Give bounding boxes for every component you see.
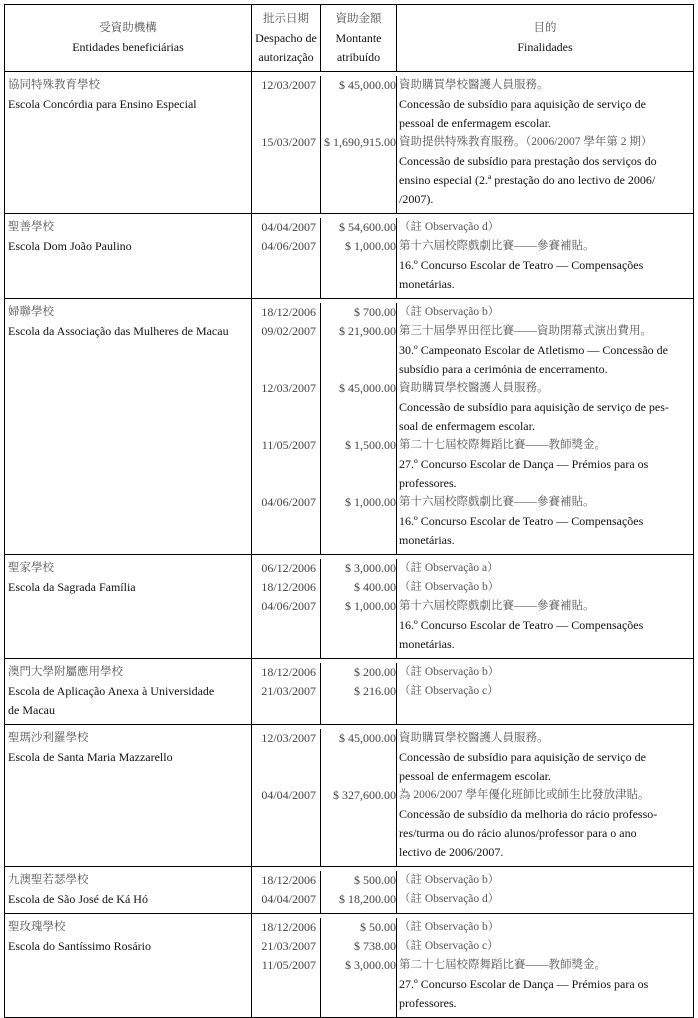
purpose-cell: [397, 890, 693, 909]
entity-cell: [5, 914, 252, 1017]
approval-date: 12/03/2007: [261, 78, 316, 92]
filler-cell: [397, 701, 693, 724]
amount-cell: [321, 918, 397, 937]
date-cell: [252, 76, 321, 133]
entity-cell: [5, 659, 252, 724]
header-entity-pt: Entidades beneficiárias: [72, 40, 184, 54]
purpose-line: lectivo de 2006/2007.: [399, 845, 504, 859]
purpose-cell: [397, 218, 693, 237]
amount: $ 1,000.00: [345, 495, 396, 509]
date-cell: [252, 597, 321, 654]
date-cell: [252, 729, 321, 786]
purpose-line: （註 Observação b）: [399, 666, 500, 678]
table-entry: [252, 555, 693, 578]
amount-cell: [321, 322, 397, 379]
amount: $ 45,000.00: [339, 381, 396, 395]
amount-cell: [321, 578, 397, 597]
amount-cell: [321, 956, 397, 1013]
amount: $ 1,690,915.00: [324, 135, 396, 149]
amount-cell: [321, 729, 397, 786]
purpose-cell: [397, 303, 693, 322]
purpose-cell: [397, 436, 693, 493]
filler-cell: [397, 294, 693, 298]
amount-cell: [321, 682, 397, 701]
header-date: [252, 5, 321, 71]
purpose-line: professores.: [399, 996, 457, 1010]
header-amount: [321, 5, 397, 71]
header-purpose-zh: 目的: [533, 22, 557, 34]
filler: [252, 1013, 693, 1017]
table-entry: [252, 578, 693, 597]
filler-cell: [397, 550, 693, 554]
approval-date: 12/03/2007: [261, 731, 316, 745]
approval-date: 04/06/2007: [261, 599, 316, 613]
date-cell: [252, 663, 321, 682]
entity-name-pt: Escola de São José de Ká Hó: [8, 892, 148, 906]
header-entity-zh: 受資助機構: [99, 22, 157, 34]
amount-cell: [321, 436, 397, 493]
table-entry: [252, 72, 693, 133]
filler-cell: [397, 909, 693, 913]
date-cell: [252, 436, 321, 493]
table-entry: [252, 379, 693, 436]
entity-cell: [5, 299, 252, 554]
entries-block: [252, 725, 693, 866]
date-cell: [252, 559, 321, 578]
table-entry: [252, 725, 693, 786]
header-date-pt2: autorização: [258, 50, 314, 64]
entity-cell: [5, 867, 252, 913]
filler-cell: [321, 550, 397, 554]
filler-cell: [252, 550, 321, 554]
purpose-line: （註 Observação b）: [399, 921, 500, 933]
filler: [252, 701, 693, 724]
entity-name-zh: 婦聯學校: [8, 306, 54, 318]
amount-cell: [321, 218, 397, 237]
purpose-line: 資助購買學校醫護人員服務。: [399, 382, 549, 394]
amount-cell: [321, 597, 397, 654]
date-cell: [252, 578, 321, 597]
filler-cell: [252, 1013, 321, 1017]
filler-cell: [252, 862, 321, 866]
amount-cell: [321, 559, 397, 578]
purpose-line: （註 Observação d）: [399, 893, 500, 905]
amount: $ 21,900.00: [339, 324, 396, 338]
purpose-cell: [397, 956, 693, 1013]
purpose-cell: [397, 682, 693, 701]
table-entry: [252, 237, 693, 294]
amount: $ 400.00: [354, 580, 396, 594]
filler-cell: [252, 294, 321, 298]
entries-block: [252, 867, 693, 913]
purpose-line: 16.º Concurso Escolar de Teatro — Compensações: [399, 618, 644, 632]
header-date-zh: 批示日期: [263, 13, 309, 25]
amount: $ 327,600.00: [333, 788, 396, 802]
approval-date: 15/03/2007: [261, 135, 316, 149]
filler-cell: [252, 701, 321, 724]
purpose-line: 16.º Concurso Escolar de Teatro — Compensações: [399, 258, 644, 272]
filler-cell: [321, 862, 397, 866]
purpose-cell: [397, 918, 693, 937]
entity-name-zh: 九澳聖若瑟學校: [8, 874, 89, 886]
entries-block: [252, 72, 693, 213]
purpose-line: monetárias.: [399, 533, 455, 547]
purpose-cell: [397, 76, 693, 133]
date-cell: [252, 937, 321, 956]
table-entry: [252, 133, 693, 209]
filler-cell: [321, 209, 397, 213]
approval-date: 04/04/2007: [261, 892, 316, 906]
entity-cell: [5, 725, 252, 866]
amount: $ 18,200.00: [339, 892, 396, 906]
purpose-line: 27.º Concurso Escolar de Dança — Prémios para os: [399, 457, 649, 471]
purpose-line: 為 2006/2007 學年優化班師比或師生比發放津貼。: [399, 789, 650, 801]
purpose-line: 27.º Concurso Escolar de Dança — Prémios para os: [399, 977, 649, 991]
approval-date: 21/03/2007: [261, 684, 316, 698]
purpose-line: ensino especial (2.ª prestação do ano lectivo de 2006/: [399, 173, 656, 187]
table-entry: [252, 659, 693, 682]
amount: $ 1,000.00: [345, 599, 396, 613]
table-entry: [252, 299, 693, 322]
table-row: [5, 659, 693, 725]
filler: [252, 654, 693, 658]
approval-date: 18/12/2006: [261, 580, 316, 594]
date-cell: [252, 956, 321, 1013]
approval-date: 18/12/2006: [261, 665, 316, 679]
table-entry: [252, 214, 693, 237]
date-cell: [252, 303, 321, 322]
purpose-line: （註 Observação b）: [399, 581, 500, 593]
purpose-line: /2007).: [399, 192, 434, 206]
entity-name-pt: Escola Concórdia para Ensino Especial: [8, 97, 197, 111]
purpose-line: 第三十屆學界田徑比賽——資助閉幕式演出費用。: [399, 325, 652, 337]
date-cell: [252, 237, 321, 294]
table-entry: [252, 937, 693, 956]
purpose-cell: [397, 379, 693, 436]
amount-cell: [321, 937, 397, 956]
amount-cell: [321, 786, 397, 862]
amount-cell: [321, 133, 397, 209]
filler: [252, 862, 693, 866]
purpose-cell: [397, 871, 693, 890]
amount: $ 200.00: [354, 665, 396, 679]
entity-cell: [5, 72, 252, 213]
purpose-line: Concessão de subsídio para aquisição de serviço de pes-: [399, 400, 669, 414]
date-cell: [252, 890, 321, 909]
amount-cell: [321, 493, 397, 550]
purpose-line: res/turma ou do rácio alunos/professor para o ano: [399, 826, 637, 840]
entity-name-pt: Escola do Santíssimo Rosário: [8, 939, 151, 953]
purpose-cell: [397, 597, 693, 654]
purpose-line: pessoal de enfermagem escolar.: [399, 116, 551, 130]
table-entry: [252, 956, 693, 1013]
entries-block: [252, 214, 693, 298]
amount-cell: [321, 871, 397, 890]
header-amount-pt2: atribuído: [336, 50, 381, 64]
table-row: [5, 555, 693, 659]
entries-block: [252, 555, 693, 658]
date-cell: [252, 133, 321, 209]
table-row: [5, 299, 693, 555]
purpose-line: 16.º Concurso Escolar de Teatro — Compensações: [399, 514, 644, 528]
amount-cell: [321, 379, 397, 436]
amount: $ 50.00: [360, 920, 396, 934]
header-date-pt1: Despacho de: [255, 31, 317, 45]
entity-name-zh: 澳門大學附屬應用學校: [8, 666, 123, 678]
filler-cell: [321, 654, 397, 658]
approval-date: 12/03/2007: [261, 381, 316, 395]
header-amount-zh: 資助金額: [335, 13, 382, 25]
purpose-line: Concessão de subsídio para prestação dos serviços do: [399, 154, 657, 168]
purpose-cell: [397, 559, 693, 578]
filler-cell: [397, 862, 693, 866]
purpose-line: 資助購買學校醫護人員服務。: [399, 79, 549, 91]
purpose-line: （註 Observação c）: [399, 940, 499, 952]
amount-cell: [321, 303, 397, 322]
table-entry: [252, 493, 693, 550]
date-cell: [252, 786, 321, 862]
filler-cell: [321, 294, 397, 298]
entity-name-zh: 聖玫瑰學校: [8, 921, 66, 933]
table-row: [5, 914, 693, 1018]
entity-name-pt: Escola de Santa Maria Mazzarello: [8, 750, 173, 764]
amount-cell: [321, 76, 397, 133]
filler-cell: [397, 209, 693, 213]
filler-cell: [252, 654, 321, 658]
amount: $ 1,000.00: [345, 239, 396, 253]
purpose-line: monetárias.: [399, 637, 455, 651]
entity-name-pt: Escola de Aplicação Anexa à Universidade: [8, 684, 215, 698]
amount: $ 45,000.00: [339, 78, 396, 92]
purpose-line: soal de enfermagem escolar.: [399, 419, 535, 433]
table-header: [5, 5, 693, 72]
entity-cell: [5, 214, 252, 298]
header-purpose: [397, 5, 693, 71]
amount: $ 700.00: [354, 305, 396, 319]
approval-date: 11/05/2007: [261, 438, 316, 452]
filler-cell: [397, 654, 693, 658]
entity-name-pt: Escola da Associação das Mulheres de Macau: [8, 324, 229, 338]
entity-name-zh: 協同特殊教育學校: [8, 79, 100, 91]
subsidy-table: [4, 4, 694, 1018]
date-cell: [252, 218, 321, 237]
purpose-line: 第十六屆校際戲劇比賽——參賽補貼。: [399, 240, 595, 252]
amount: $ 500.00: [354, 873, 396, 887]
approval-date: 18/12/2006: [261, 305, 316, 319]
purpose-line: Concessão de subsídio para aquisição de serviço de: [399, 97, 646, 111]
table-entry: [252, 322, 693, 379]
purpose-line: （註 Observação c）: [399, 685, 499, 697]
purpose-line: 30.º Campeonato Escolar de Atletismo — Concessão de: [399, 343, 668, 357]
amount: $ 3,000.00: [345, 958, 396, 972]
date-cell: [252, 871, 321, 890]
purpose-line: Concessão de subsídio para aquisição de serviço de: [399, 750, 646, 764]
amount-cell: [321, 663, 397, 682]
purpose-cell: [397, 937, 693, 956]
purpose-cell: [397, 322, 693, 379]
date-cell: [252, 682, 321, 701]
table-entry: [252, 597, 693, 654]
filler-cell: [321, 701, 397, 724]
amount: $ 1,500.00: [345, 438, 396, 452]
entity-cell: [5, 555, 252, 658]
date-cell: [252, 379, 321, 436]
filler: [252, 209, 693, 213]
amount: $ 3,000.00: [345, 561, 396, 575]
approval-date: 11/05/2007: [261, 958, 316, 972]
table-entry: [252, 436, 693, 493]
entity-name-zh: 聖家學校: [8, 562, 54, 574]
table-row: [5, 867, 693, 914]
table-row: [5, 72, 693, 214]
date-cell: [252, 918, 321, 937]
header-purpose-pt: Finalidades: [517, 40, 573, 54]
filler-cell: [321, 909, 397, 913]
approval-date: 18/12/2006: [261, 920, 316, 934]
purpose-line: （註 Observação d）: [399, 221, 500, 233]
amount: $ 54,600.00: [339, 220, 396, 234]
purpose-line: 資助購買學校醫護人員服務。: [399, 732, 549, 744]
amount-cell: [321, 237, 397, 294]
amount: $ 45,000.00: [339, 731, 396, 745]
filler-cell: [252, 209, 321, 213]
entries-block: [252, 914, 693, 1017]
filler-cell: [252, 909, 321, 913]
approval-date: 04/04/2007: [261, 220, 316, 234]
table-entry: [252, 867, 693, 890]
purpose-line: subsídio para a cerimónia de encerramento.: [399, 362, 608, 376]
entity-name-pt: Escola da Sagrada Família: [8, 580, 136, 594]
purpose-line: 第二十七屆校際舞蹈比賽——教師獎金。: [399, 959, 606, 971]
purpose-cell: [397, 786, 693, 862]
amount: $ 216.00: [354, 684, 396, 698]
table-entry: [252, 786, 693, 862]
amount-cell: [321, 890, 397, 909]
approval-date: 04/06/2007: [261, 495, 316, 509]
entity-name-pt: de Macau: [8, 703, 55, 717]
approval-date: 21/03/2007: [261, 939, 316, 953]
entries-block: [252, 299, 693, 554]
entity-name-zh: 聖善學校: [8, 221, 54, 233]
filler-cell: [321, 1013, 397, 1017]
table-entry: [252, 914, 693, 937]
purpose-line: 第二十七屆校際舞蹈比賽——教師獎金。: [399, 439, 606, 451]
purpose-line: （註 Observação b）: [399, 874, 500, 886]
filler-cell: [397, 1013, 693, 1017]
purpose-line: monetárias.: [399, 277, 455, 291]
purpose-line: professores.: [399, 476, 457, 490]
purpose-line: （註 Observação a）: [399, 562, 499, 574]
purpose-line: pessoal de enfermagem escolar.: [399, 769, 551, 783]
header-amount-pt1: Montante: [335, 31, 382, 45]
date-cell: [252, 493, 321, 550]
date-cell: [252, 322, 321, 379]
filler: [252, 909, 693, 913]
approval-date: 04/04/2007: [261, 788, 316, 802]
approval-date: 18/12/2006: [261, 873, 316, 887]
purpose-line: Concessão de subsídio da melhoria do rácio professo-: [399, 807, 658, 821]
approval-date: 06/12/2006: [261, 561, 316, 575]
filler: [252, 294, 693, 298]
purpose-line: 資助提供特殊教育服務。（2006/2007 學年第 2 期）: [399, 136, 653, 148]
purpose-cell: [397, 663, 693, 682]
approval-date: 09/02/2007: [261, 324, 316, 338]
amount: $ 738.00: [354, 939, 396, 953]
purpose-line: 第十六屆校際戲劇比賽——參賽補貼。: [399, 496, 595, 508]
filler: [252, 550, 693, 554]
table-row: [5, 725, 693, 867]
table-row: [5, 214, 693, 299]
purpose-cell: [397, 729, 693, 786]
entity-name-pt: Escola Dom João Paulino: [8, 239, 132, 253]
header-entity: [5, 5, 252, 71]
entity-name-zh: 聖瑪沙利羅學校: [8, 732, 89, 744]
table-entry: [252, 890, 693, 909]
purpose-line: 第十六屆校際戲劇比賽——參賽補貼。: [399, 600, 595, 612]
purpose-cell: [397, 493, 693, 550]
purpose-cell: [397, 578, 693, 597]
approval-date: 04/06/2007: [261, 239, 316, 253]
table-entry: [252, 682, 693, 701]
entries-block: [252, 659, 693, 724]
purpose-line: （註 Observação b）: [399, 306, 500, 318]
purpose-cell: [397, 133, 693, 209]
purpose-cell: [397, 237, 693, 294]
